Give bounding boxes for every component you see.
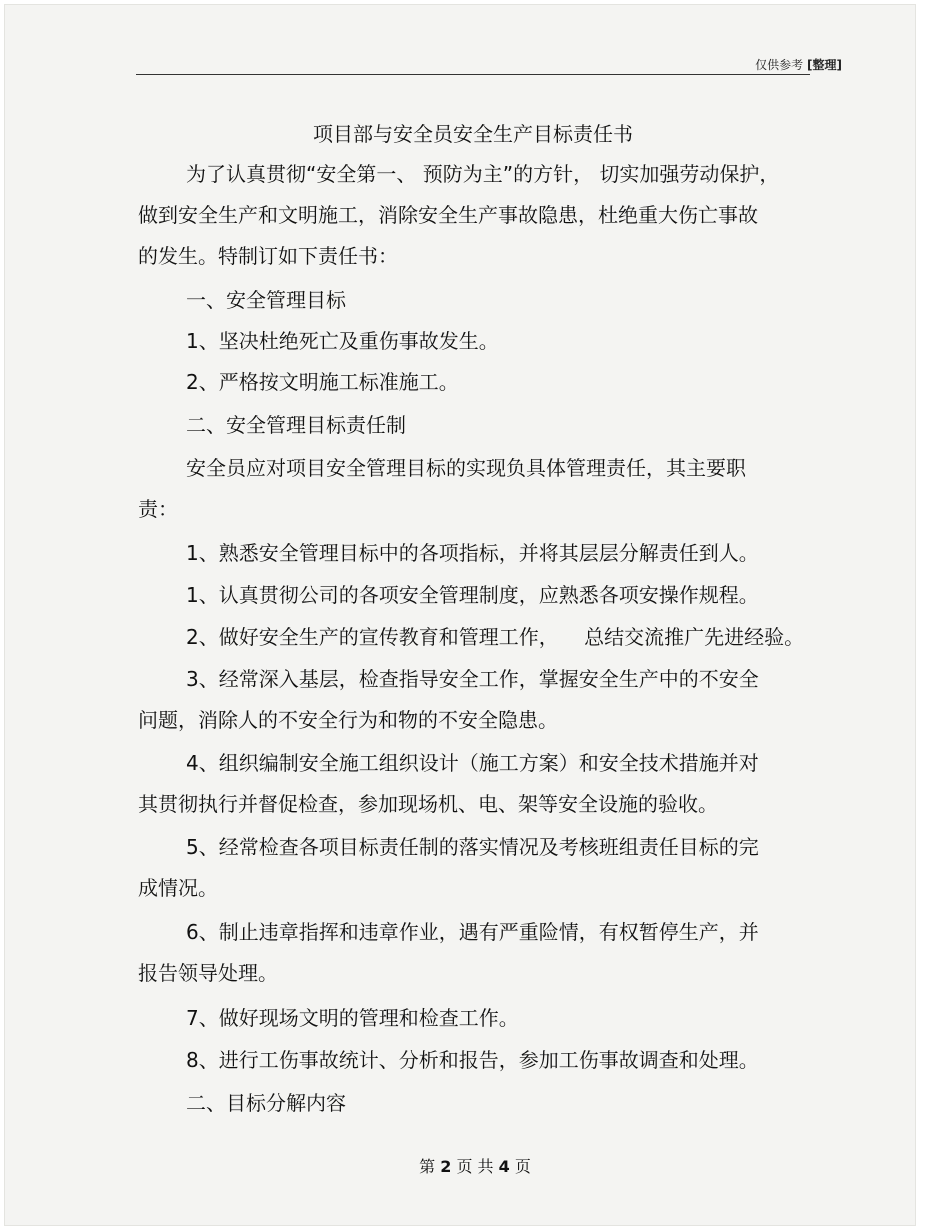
text-line: 报告领导处理。 — [138, 961, 278, 985]
footer-middle: 页 共 — [456, 1157, 494, 1176]
text-line: 5、经常检查各项目标责任制的落实情况及考核班组责任目标的完 — [186, 835, 759, 859]
list-item — [138, 362, 828, 403]
list-item — [138, 998, 828, 1039]
text-line: 二、目标分解内容 — [186, 1091, 346, 1115]
text-line: 的发生。特制订如下责任书： — [138, 244, 398, 268]
paragraph-intro — [138, 154, 828, 277]
header-divider — [136, 74, 810, 75]
text-line: 1、认真贯彻公司的各项安全管理制度，应熟悉各项安操作规程。 — [186, 583, 759, 607]
total-page-count: 4 — [498, 1157, 510, 1176]
text-line: 8、进行工伤事故统计、分析和报告，参加工伤事故调查和处理。 — [186, 1048, 759, 1072]
document-title: 项目部与安全员安全生产目标责任书 — [313, 122, 633, 146]
text-line: 安全员应对项目安全管理目标的实现负具体管理责任，其主要职 — [186, 456, 746, 480]
list-item — [138, 533, 828, 574]
header-note: 仅供参考 — [755, 58, 804, 72]
text-line: 2、严格按文明施工标准施工。 — [186, 370, 459, 394]
text-line: 6、制止违章指挥和违章作业，遇有严重险情，有权暂停生产，并 — [186, 920, 759, 944]
page-header — [755, 56, 842, 73]
text-line: 3、经常深入基层，检查指导安全工作，掌握安全生产中的不安全 — [186, 667, 759, 691]
paragraph-duties — [138, 448, 828, 530]
footer-suffix: 页 — [514, 1157, 531, 1176]
list-item — [138, 617, 828, 658]
text-line: 4、组织编制安全施工组织设计（施工方案）和安全技术措施并对 — [186, 751, 759, 775]
text-line: 做到安全生产和文明施工，消除安全生产事故隐患，杜绝重大伤亡事故 — [138, 203, 758, 227]
list-item — [138, 912, 828, 994]
text-line: 问题，消除人的不安全行为和物的不安全隐患。 — [138, 708, 558, 732]
section-heading — [138, 1083, 828, 1124]
text-line: 1、熟悉安全管理目标中的各项指标，并将其层层分解责任到人。 — [186, 541, 759, 565]
text-line: 二、安全管理目标责任制 — [186, 413, 406, 437]
text-line: 为了认真贯彻“安全第一、 预防为主”的方针， 切实加强劳动保护， — [186, 162, 780, 186]
header-tag: [整理] — [807, 58, 842, 72]
section-heading — [138, 405, 828, 446]
list-item — [138, 575, 828, 616]
page-footer — [0, 1154, 950, 1177]
footer-prefix: 第 — [419, 1157, 436, 1176]
list-item — [138, 827, 828, 909]
current-page-number: 2 — [440, 1157, 452, 1176]
text-line: 1、坚决杜绝死亡及重伤事故发生。 — [186, 329, 499, 353]
text-line: 2、做好安全生产的宣传教育和管理工作， 总结交流推广先进经验。 — [186, 625, 805, 649]
list-item — [138, 659, 828, 741]
list-item — [138, 321, 828, 362]
text-line: 成情况。 — [138, 876, 218, 900]
list-item — [138, 1040, 828, 1081]
text-line: 其贯彻执行并督促检查，参加现场机、电、架等安全设施的验收。 — [138, 792, 718, 816]
section-heading — [138, 280, 828, 321]
text-line: 责： — [138, 497, 178, 521]
list-item — [138, 743, 828, 825]
text-line: 一、安全管理目标 — [186, 288, 346, 312]
text-line: 7、做好现场文明的管理和检查工作。 — [186, 1006, 519, 1030]
